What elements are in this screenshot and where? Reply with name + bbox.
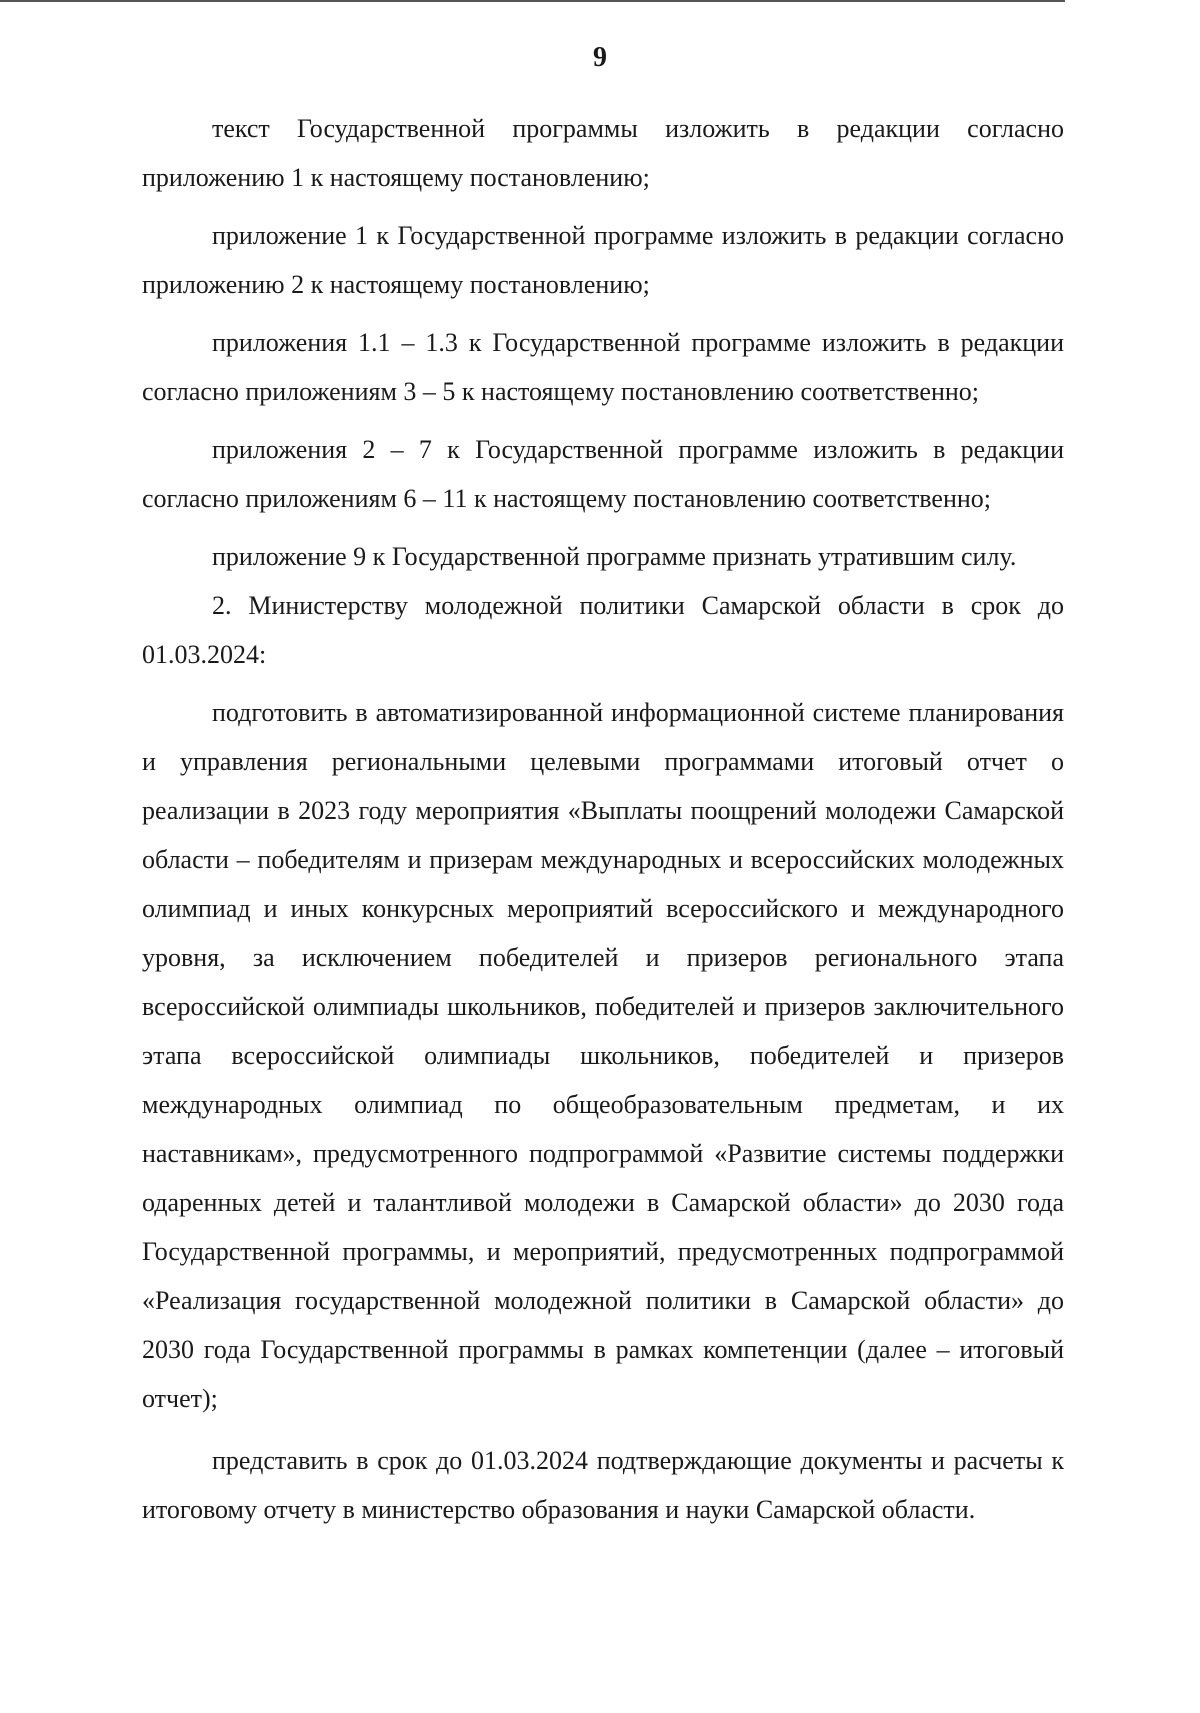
- page-number: 9: [593, 42, 607, 73]
- paragraph-submit-documents: представить в срок до 01.03.2024 подтверждающие документы и расчеты к итоговому отчету в министерство образования и науки Самарской области.: [142, 1446, 1064, 1524]
- paragraph-appendix-9-void: приложение 9 к Государственной программе признать утратившим силу.: [212, 542, 1017, 571]
- paragraph-item-2-ministry: 2. Министерству молодежной политики Самарской области в срок до 01.03.2024:: [142, 591, 1064, 669]
- paragraph-appendices-2-7: приложения 2 – 7 к Государственной программе изложить в редакции согласно приложениям 6 – 11 к настоящему постановлению соответственно;: [142, 435, 1064, 513]
- scan-top-border: [0, 0, 1065, 2]
- paragraph-text-program: текст Государственной программы изложить в редакции согласно приложению 1 к настоящему постановлению;: [142, 114, 1064, 192]
- paragraph-appendices-1-1-1-3: приложения 1.1 – 1.3 к Государственной программе изложить в редакции согласно приложениям 3 – 5 к настоящему постановлению соответственно;: [142, 328, 1064, 406]
- paragraph-prepare-report: подготовить в автоматизированной информационной системе планирования и управления региональными целевыми программами итоговый отчет о реализации в 2023 году мероприятия «Выплаты поощрений молодежи Самарской области – победителям и призерам международных и всероссийских молодежных олимпиад и иных конкурсных мероприятий всероссийского и международного уровня, за исключением победителей и призеров регионального этапа всероссийской олимпиады школьников, победителей и призеров заключительного этапа всероссийской олимпиады школьников, победителей и призеров международных олимпиад по общеобразовательным предметам, и их наставникам», предусмотренного подпрограммой «Развитие системы поддержки одаренных детей и талантливой молодежи в Самарской области» до 2030 года Государственной программы, и мероприятий, предусмотренных подпрограммой «Реализация государственной молодежной политики в Самарской области» до 2030 года Государственной программы в рамках компетенции (далее – итоговый отчет);: [142, 698, 1064, 1413]
- paragraph-appendix-1: приложение 1 к Государственной программе изложить в редакции согласно приложению 2 к настоящему постановлению;: [142, 221, 1064, 299]
- document-body: [142, 104, 1064, 1534]
